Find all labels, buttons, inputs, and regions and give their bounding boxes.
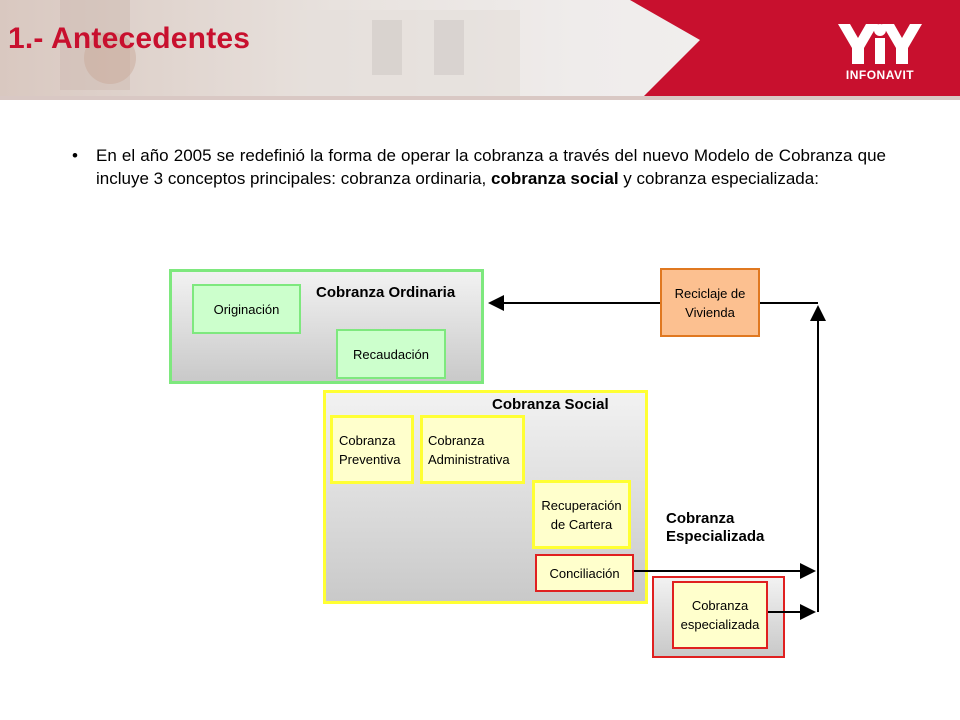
bullet-text-bold: cobranza social [491,169,619,188]
recaudacion-label: Recaudación [353,346,429,362]
recuperacion-cartera-label: Recuperación de Cartera [541,497,622,532]
reciclaje-vivienda-box [660,268,760,337]
recuperacion-cartera-box [532,480,631,549]
cobranza-especializada-label: Cobranza Especializada [666,510,765,545]
reciclaje-vivienda-label: Reciclaje de Vivienda [674,285,746,320]
slide-header [0,0,960,100]
recaudacion-box [336,329,446,379]
cobranza-especializada-box [672,581,768,649]
cobranza-especializada-box-label: Cobranza especializada [680,598,760,632]
originacion-box [192,284,301,334]
bullet-paragraph [72,144,886,190]
cobranza-preventiva-box [330,415,414,484]
bullet-text-start: En el año 2005 se redefinió la forma de operar la cobranza a través del nuevo Modelo de Cobranza que incluye 3 conceptos principales: cobranza ordinaria, [96,146,886,188]
cobranza-social-title: Cobranza Social [492,396,609,413]
cobranza-administrativa-label: Cobranza Administrativa [428,432,510,467]
bullet-icon: • [72,146,78,165]
cobranza-ordinaria-title: Cobranza Ordinaria [316,284,456,301]
conciliacion-box [535,554,634,592]
logo-text: INFONAVIT [845,68,915,82]
bullet-text-end: y cobranza especializada: [618,169,819,188]
cobranza-preventiva-label: Cobranza Preventiva [339,432,401,467]
slide-title: 1.- Antecedentes [8,22,251,55]
cobranza-administrativa-box [420,415,525,484]
conciliacion-label: Conciliación [549,565,620,581]
bullet-text [96,144,886,190]
originacion-label: Originación [213,301,280,317]
